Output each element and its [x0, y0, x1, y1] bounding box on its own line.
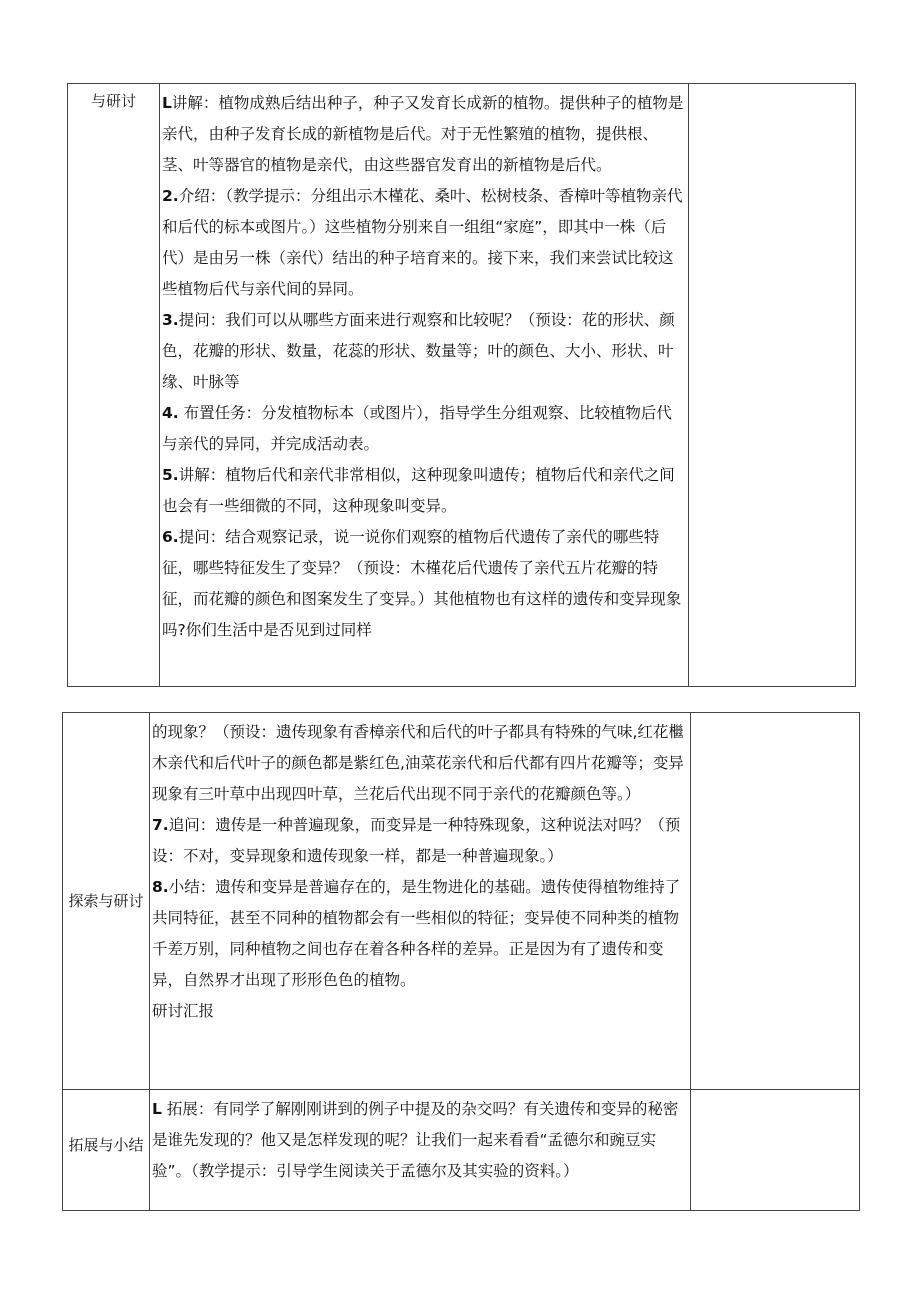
step-text: 提问：结合观察记录，说一说你们观察的植物后代遗传了亲代的哪些特征，哪些特征发生了变异？（预设：木槿花后代遗传了亲代五片花瓣的特征，而花瓣的颜色和图案发生了变异。）其他植物也有这样的遗传和变异现象吗?你们生活中是否见到过同样 — [162, 528, 682, 639]
step-text: 小结：遗传和变异是普遍存在的，是生物进化的基础。遗传使得植物维持了共同特征，甚至不同种的植物都会有一些相似的特征；变异使不同种类的植物千差万别，同种植物之间也存在着各种各样的差异。正是因为有了遗传和变异，自然界才出现了形形色色的植物。 — [152, 878, 681, 989]
step-text: 布置任务：分发植物标本（或图片），指导学生分组观察、比较植物后代与亲代的异同，并完成活动表。 — [162, 404, 672, 453]
step-number: L — [152, 1099, 162, 1118]
step-text: 提问：我们可以从哪些方面来进行观察和比较呢？（预设：花的形状、颜色，花瓣的形状、数量，花蕊的形状、数量等；叶的颜色、大小、形状、叶缘、叶脉等 — [162, 311, 675, 391]
activity-content — [160, 84, 689, 687]
step-text: 讲解：植物成熟后结出种子，种子又发育长成新的植物。提供种子的植物是亲代，由种子发育长成的新植物是后代。对于无性繁殖的植物，提供根、茎、叶等器官的植物是亲代，由这些器官发育出的新植物是后代。 — [162, 94, 684, 174]
step-number: 7. — [152, 816, 169, 834]
activity-paragraph-7 — [152, 810, 688, 872]
notes-cell — [691, 1089, 860, 1210]
activity-paragraph-2 — [162, 181, 686, 305]
activity-paragraph-5 — [162, 460, 686, 522]
table-row — [68, 84, 856, 687]
activity-paragraph-3 — [162, 305, 686, 398]
discussion-report-label: 研讨汇报 — [152, 1002, 215, 1020]
step-text: 介绍：（教学提示：分组出示木槿花、桑叶、松树枝条、香樟叶等植物亲代和后代的标本或图片。）这些植物分别来自一组组“家庭”，即其中一株（后代）是由另一株（亲代）结出的种子培育来的。接下来，我们来尝试比较这些植物后代与亲代间的异同。 — [162, 187, 683, 298]
step-number: 8. — [152, 878, 169, 896]
lesson-table-1 — [67, 83, 856, 687]
stage-label: 探索与研讨 — [63, 713, 150, 1090]
table-row — [63, 713, 860, 1090]
activity-paragraph-6 — [162, 522, 686, 646]
step-text: 拓展：有同学了解刚刚讲到的例子中提及的杂交吗？有关遗传和变异的秘密是谁先发现的？他又是怎样发现的呢？让我们一起来看看“孟德尔和豌豆实验”。（教学提示：引导学生阅读关于孟德尔及其实验的资料。） — [152, 1099, 679, 1180]
notes-cell — [691, 713, 860, 1090]
table-row — [63, 1089, 860, 1210]
activity-paragraph-extension — [152, 1094, 688, 1187]
lesson-table-2 — [62, 712, 860, 1211]
step-number: 5. — [162, 466, 179, 484]
stage-label: 拓展与小结 — [63, 1089, 150, 1210]
notes-cell — [689, 84, 856, 687]
activity-paragraph-1 — [162, 88, 686, 181]
step-number: 2. — [162, 187, 179, 205]
activity-paragraph-intro: 的现象？（预设：遗传现象有香樟亲代和后代的叶子都具有特殊的气味,红花檵木亲代和后代叶子的颜色都是紫红色,油菜花亲代和后代都有四片花瓣等；变异现象有三叶草中出现四叶草，兰花后代出现不同于亲代的花瓣颜色等。） — [152, 723, 684, 803]
step-text: 讲解：植物后代和亲代非常相似，这种现象叫遗传；植物后代和亲代之间也会有一些细微的不同，这种现象叫变异。 — [162, 466, 675, 515]
stage-label: 与研讨 — [68, 84, 160, 687]
step-number: 4. — [162, 404, 179, 422]
activity-content — [150, 713, 691, 1090]
activity-content — [150, 1089, 691, 1210]
activity-paragraph-8 — [152, 872, 688, 996]
activity-paragraph-4 — [162, 398, 686, 460]
step-text: 追问：遗传是一种普遍现象，而变异是一种特殊现象，这种说法对吗？（预设：不对，变异现象和遗传现象一样，都是一种普遍现象。） — [152, 816, 681, 865]
step-number: L — [162, 94, 172, 112]
step-number: 6. — [162, 528, 179, 546]
step-number: 3. — [162, 311, 179, 329]
